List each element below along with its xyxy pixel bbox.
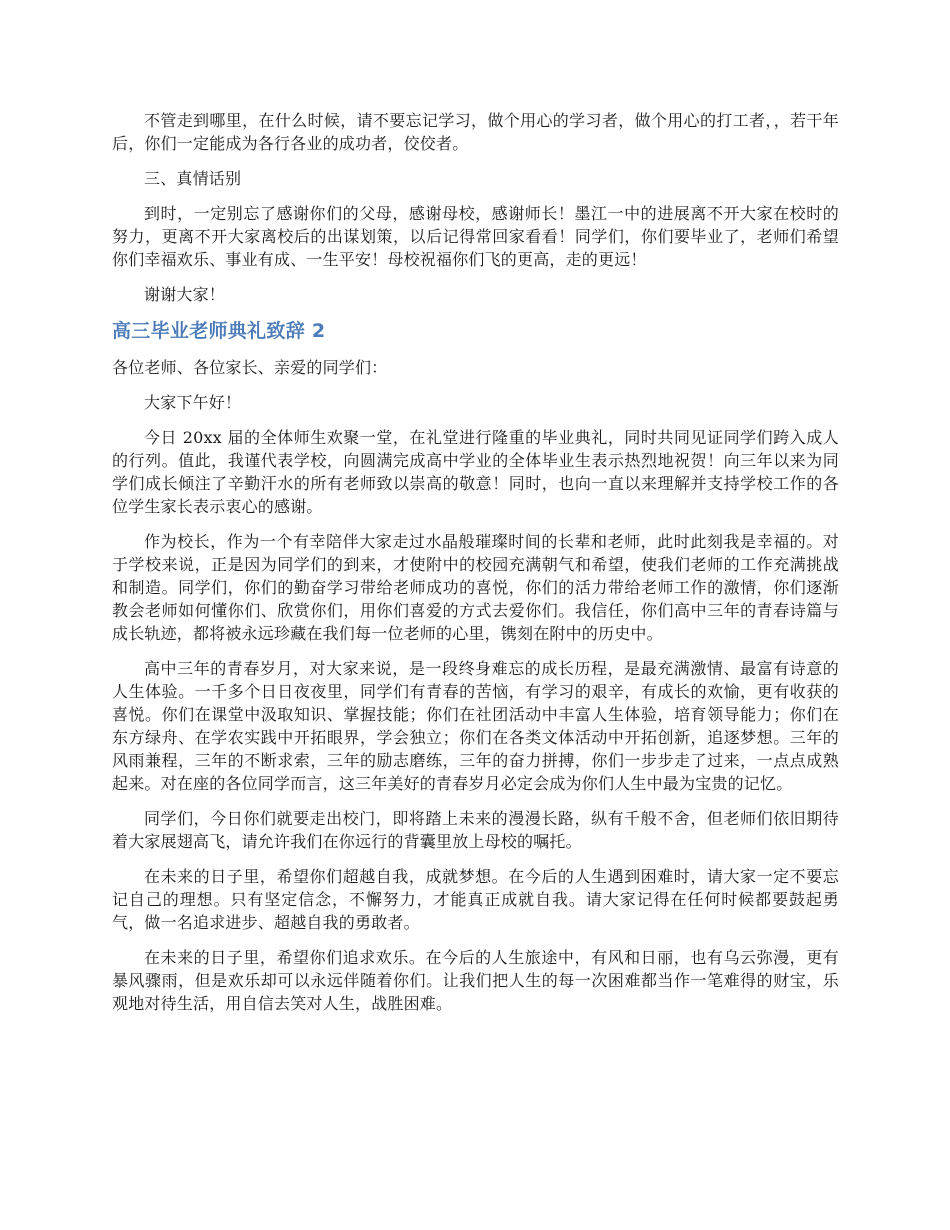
paragraph: 作为校长，作为一个有幸陪伴大家走过水晶般璀璨时间的长辈和老师，此时此刻我是幸福的。对于学校来说，正是因为同学们的到来，才使附中的校园充满朝气和希望，使我们老师的工作充满挑战和制造。同学们，你们的勤奋学习带给老师成功的喜悦，你们的活力带给老师工作的激情，你们逐渐教会老师如何懂你们、欣赏你们，用你们喜爱的方式去爱你们。我信任，你们高中三年的青春诗篇与成长轨迹，都将被永远珍藏在我们每一位老师的心里，镌刻在附中的历史中。 bbox=[112, 532, 839, 643]
paragraph: 今日 20xx 届的全体师生欢聚一堂，在礼堂进行隆重的毕业典礼，同时共同见证同学们跨入成人的行列。值此，我谨代表学校，向圆满完成高中学业的全体毕业生表示热烈地祝贺！向三年以来为同学们成长倾注了辛勤汗水的所有老师致以崇高的敬意！同时，也向一直以来理解并支持学校工作的各位学生家长表示衷心的感谢。 bbox=[112, 428, 839, 516]
paragraph: 同学们，今日你们就要走出校门，即将踏上未来的漫漫长路，纵有千般不舍，但老师们依旧期待着大家展翅高飞，请允许我们在你远行的背囊里放上母校的嘱托。 bbox=[112, 809, 839, 851]
paragraph: 在未来的日子里，希望你们追求欢乐。在今后的人生旅途中，有风和日丽，也有乌云弥漫，更有暴风骤雨，但是欢乐却可以永远伴随着你们。让我们把人生的每一次困难都当作一笔难得的财宝，乐观地对待生活，用自信去笑对人生，战胜困难。 bbox=[112, 948, 839, 1013]
section-subheading: 三、真情话别 bbox=[144, 169, 242, 188]
salutation: 各位老师、各位家长、亲爱的同学们： bbox=[112, 358, 388, 377]
paragraph: 到时，一定别忘了感谢你们的父母，感谢母校，感谢师长！墨江一中的进展离不开大家在校时的努力，更离不开大家离校后的出谋划策，以后记得常回家看看！同学们，你们要毕业了，老师们希望你们幸福欢乐、事业有成、一生平安！母校祝福你们飞的更高，走的更远！ bbox=[112, 204, 839, 269]
speech-title: 高三毕业老师典礼致辞 2 bbox=[112, 320, 326, 342]
paragraph: 谢谢大家！ bbox=[144, 285, 226, 304]
greeting: 大家下午好！ bbox=[144, 393, 242, 412]
paragraph: 高中三年的青春岁月，对大家来说，是一段终身难忘的成长历程，是最充满激情、最富有诗意的人生体验。一千多个日日夜夜里，同学们有青春的苦恼，有学习的艰辛，有成长的欢愉，更有收获的喜悦。你们在课堂中汲取知识、掌握技能；你们在社团活动中丰富人生体验，培育领导能力；你们在东方绿舟、在学农实践中开拓眼界，学会独立；你们在各类文体活动中开拓创新，追逐梦想。三年的风雨兼程，三年的不断求索，三年的励志磨练，三年的奋力拼搏，你们一步步走了过来，一点点成熟起来。对在座的各位同学而言，这三年美好的青春岁月必定会成为你们人生中最为宝贵的记忆。 bbox=[112, 659, 839, 793]
paragraph: 不管走到哪里，在什么时候，请不要忘记学习，做个用心的学习者，做个用心的打工者，，若干年后，你们一定能成为各行各业的成功者，佼佼者。 bbox=[112, 111, 839, 153]
document-page bbox=[112, 109, 839, 1027]
paragraph: 在未来的日子里，希望你们超越自我，成就梦想。在今后的人生遇到困难时，请大家一定不要忘记自己的理想。只有坚定信念，不懈努力，才能真正成就自我。请大家记得在任何时候都要鼓起勇气，做一名追求进步、超越自我的勇敢者。 bbox=[112, 867, 839, 932]
